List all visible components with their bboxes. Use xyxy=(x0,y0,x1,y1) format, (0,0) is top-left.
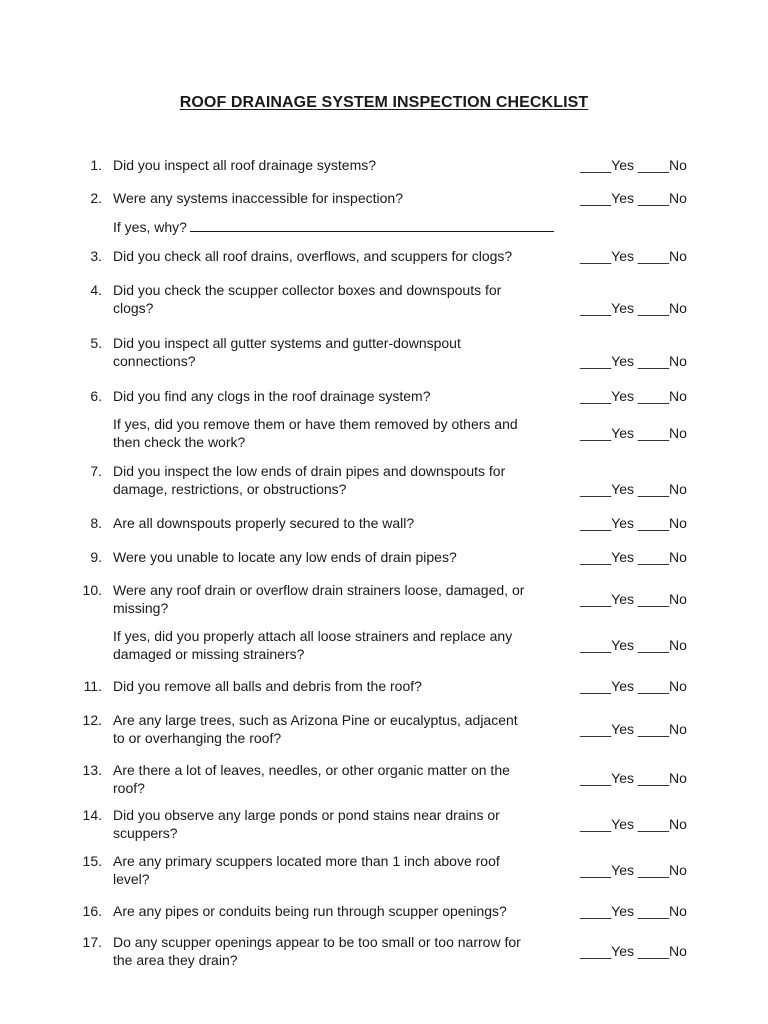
page-title: ROOF DRAINAGE SYSTEM INSPECTION CHECKLIST xyxy=(179,94,589,111)
item-question: If yes, did you properly attach all loose strainers and replace any damaged or missing strainers? xyxy=(113,628,513,662)
yes-no-field[interactable]: ____Yes ____No xyxy=(580,637,687,653)
item-number: 17. xyxy=(82,934,102,950)
item-number: 7. xyxy=(90,463,102,479)
item-question: Were you unable to locate any low ends of drain pipes? xyxy=(113,549,457,565)
yes-no-field[interactable]: ____Yes ____No xyxy=(580,943,687,959)
item-question: Are any primary scuppers located more than 1 inch above roof level? xyxy=(113,853,500,887)
yes-no-field[interactable]: ____Yes ____No xyxy=(580,678,687,694)
yes-no-field[interactable]: ____Yes ____No xyxy=(580,388,687,404)
item-number: 4. xyxy=(90,282,102,298)
yes-no-field[interactable]: ____Yes ____No xyxy=(580,481,687,497)
yes-no-field[interactable]: ____Yes ____No xyxy=(580,353,687,369)
item-question: Did you find any clogs in the roof drainage system? xyxy=(113,388,431,404)
why-label: If yes, why? xyxy=(113,219,187,235)
item-number: 10. xyxy=(82,582,102,598)
yes-no-field[interactable]: ____Yes ____No xyxy=(580,549,687,565)
item-question: Did you remove all balls and debris from the roof? xyxy=(113,678,422,694)
yes-no-field[interactable]: ____Yes ____No xyxy=(580,770,687,786)
item-number: 5. xyxy=(90,335,102,351)
item-number: 2. xyxy=(90,190,102,206)
item-number: 15. xyxy=(82,853,102,869)
yes-no-field[interactable]: ____Yes ____No xyxy=(580,721,687,737)
item-question: Are there a lot of leaves, needles, or other organic matter on the roof? xyxy=(113,762,510,796)
item-question: Are any large trees, such as Arizona Pine or eucalyptus, adjacent to or overhanging the roof? xyxy=(113,712,518,746)
item-number: 12. xyxy=(82,712,102,728)
yes-no-field[interactable]: ____Yes ____No xyxy=(580,190,687,206)
item-number: 9. xyxy=(90,549,102,565)
yes-no-field[interactable]: ____Yes ____No xyxy=(580,157,687,173)
item-number: 13. xyxy=(82,762,102,778)
yes-no-field[interactable]: ____Yes ____No xyxy=(580,300,687,316)
yes-no-field[interactable]: ____Yes ____No xyxy=(580,591,687,607)
item-question: Did you observe any large ponds or pond stains near drains or scuppers? xyxy=(113,807,500,841)
item-number: 3. xyxy=(90,248,102,264)
item-number: 6. xyxy=(90,388,102,404)
item-question: Did you check the scupper collector boxes and downspouts for clogs? xyxy=(113,282,502,316)
item-number: 14. xyxy=(82,807,102,823)
yes-no-field[interactable]: ____Yes ____No xyxy=(580,515,687,531)
yes-no-field[interactable]: ____Yes ____No xyxy=(580,903,687,919)
item-question: Did you check all roof drains, overflows, and scuppers for clogs? xyxy=(113,248,513,264)
item-number: 1. xyxy=(90,157,102,173)
why-answer-line[interactable] xyxy=(190,218,554,232)
item-question: If yes, did you remove them or have them removed by others and then check the work? xyxy=(113,416,518,450)
item-question: Did you inspect all roof drainage systems? xyxy=(113,157,377,173)
yes-no-field[interactable]: ____Yes ____No xyxy=(580,425,687,441)
item-question: Did you inspect the low ends of drain pipes and downspouts for damage, restrictions, or obstructions? xyxy=(113,463,506,497)
yes-no-field[interactable]: ____Yes ____No xyxy=(580,248,687,264)
item-question: Did you inspect all gutter systems and gutter-downspout connections? xyxy=(113,335,461,369)
yes-no-field[interactable]: ____Yes ____No xyxy=(580,862,687,878)
yes-no-field[interactable]: ____Yes ____No xyxy=(580,816,687,832)
item-question: Were any roof drain or overflow drain strainers loose, damaged, or missing? xyxy=(113,582,525,616)
item-number: 16. xyxy=(82,903,102,919)
item-question: Are any pipes or conduits being run through scupper openings? xyxy=(113,903,507,919)
item-number: 11. xyxy=(83,678,102,694)
item-question: Do any scupper openings appear to be too small or too narrow for the area they drain? xyxy=(113,934,521,968)
item-number: 8. xyxy=(90,515,102,531)
item-question: Were any systems inaccessible for inspection? xyxy=(113,190,403,206)
item-question: Are all downspouts properly secured to the wall? xyxy=(113,515,415,531)
